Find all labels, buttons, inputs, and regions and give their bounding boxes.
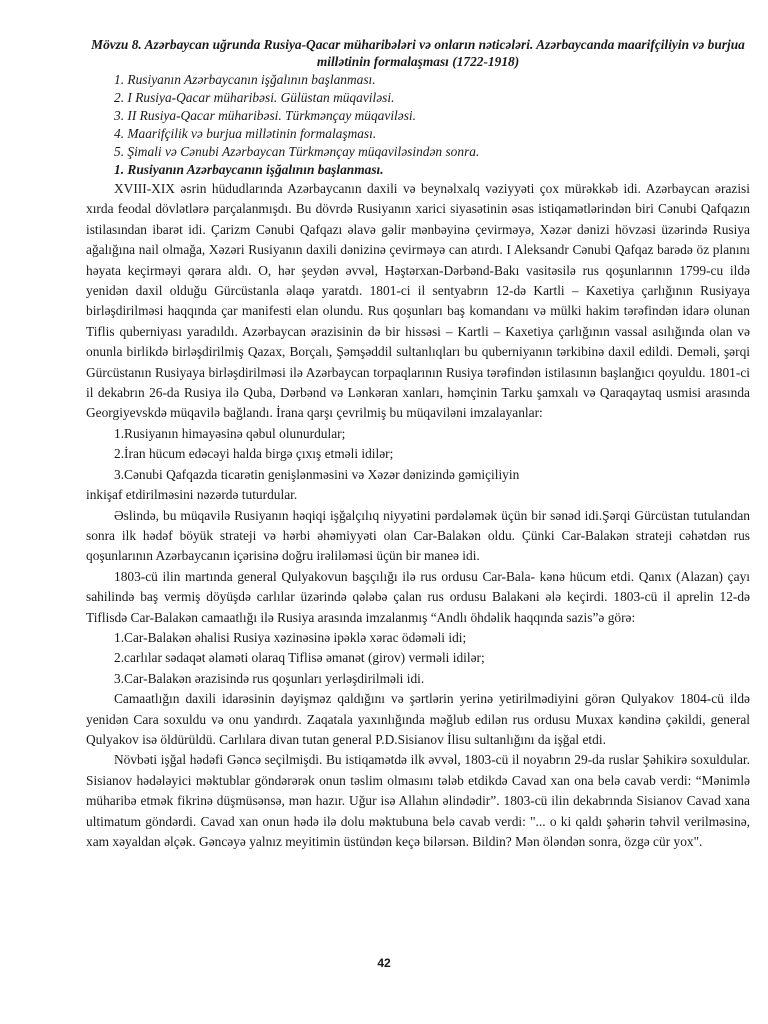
- outline-item: 5. Şimali və Cənubi Azərbaycan Türkmənçay müqaviləsindən sonra.: [114, 144, 480, 159]
- outline-item: 1. Rusiyanın Azərbaycanın işğalının başlanması.: [114, 72, 376, 87]
- body-paragraph: Camaatlığın daxili idarəsinin dəyişməz qaldığını və şərtlərin yerinə yetirilmədiyini görən Qulyakov 1804-cü ildə yenidən Cara soxuldu və onu yandırdı. Zaqatala yaxınlığında məğlub edilən rus ordusu Muxax kəndinə çəkildi, general Qulyakov isə öldürüldü. Carlılara divan tutan general P.D.Sisianov İlisu sultanlığını da işğal etdi.: [86, 691, 750, 747]
- body-paragraph: Əslində, bu müqavilə Rusiyanın həqiqi işğalçılıq niyyətini pərdələmək üçün bir sənəd idi.Şərqi Gürcüstan tutulandan sonra ilk hədəf böyük strateji və hərbi əhəmiyyəti olan Car-Balakən oldu. Çünki Car-Balakən strateji cəhətdən rus qoşunlarının Azərbaycanın içərisinə doğru irəliləməsi üçün bir maneə idi.: [86, 507, 750, 564]
- agreement-list-item: 1.Car-Balakən əhalisi Rusiya xəzinəsinə ipəklə xərac ödəməli idi;: [114, 629, 467, 645]
- body-paragraph: 1803-cü ilin martında general Qulyakovun başçılığı ilə rus ordusu Car-Bala- kənə hücum etdi. Qanıx (Alazan) çayı sahilində baş vermiş döyüşdə carlılar üzərində qələbə çalan rus ordusu Balakəni ələ keçirdi. 1803-cü il aprelin 12-də Tiflisdə Car-Balakən camaatlığı ilə Rusiya arasında imzalanmış “Andlı öhdəlik haqqında sazis”ə görə:: [86, 568, 750, 625]
- outline-item: 4. Maarifçilik və burjua millətinin formalaşması.: [114, 126, 377, 141]
- body-paragraph: XVIII-XIX əsrin hüdudlarında Azərbaycanın daxili və beynəlxalq vəziyyəti çox mürəkkəb idi. Azərbaycan ərazisi xırda feodal dövlətlərə parçalanmışdı. Bu dövrdə Rusiyanın xarici siyasətinin əsas istiqamətlərindən biri Cənubi Qafqazın istilasından ibarət idi. Çarizm Cənubi Qafqazı əlavə gəlir mənbəyinə çevirməyə, Xəzər dənizi hövzəsi üzərində Rusiya ağalığına nail olmağa, Xəzəri Rusiyanın daxili dənizinə çevirməyə can atırdı. I Aleksandr Cənubi Qafqaz barədə öz planını həyata keçirməyi qərara aldı. O, hər şeydən əvvəl, Həştərxan-Dərbənd-Bakı vasitəsilə rus qoşunlarının 1799-cu ildə yenidən daxil olduğu Gürcüstanla əlaqə yaratdı. 1801-ci il sentyabrın 12-də Kartli – Kaxetiya çarlığının Rusiyaya birləşdirilməsi haqqında çar manifesti elan olundu. Rus qoşunları baş komandanı və mülki hakim tərəfindən idarə olunan Tiflis quberniyası yaradıldı. Azərbaycan ərazisinin də bir hissəsi – Kartli – Kaxetiya çarlığının vassal asılığında olan və onunla birlikdə birləşdirilmiş Qazax, Borçalı, Şəmşəddil sultanlıqları bu quberniyanın tərkibinə daxil edildi. Deməli, şərqi Gürcüstanın Rusiyaya birləşdirilməsi ilə Azərbaycan torpaqlarının Rusiya tərəfindən istilasının başlanğıcı qoyuldu. 1801-ci il dekabrın 26-da Rusiya ilə Quba, Dərbənd və Lənkəran xanları, həmçinin Tarku şamxalı və Qaraqaytaq usmisi arasında Georgiyevskdə müqavilə bağlandı. İrana qarşı çevrilmiş bu müqaviləni imzalayanlar:: [86, 181, 750, 421]
- treaty-list-item: 1.Rusiyanın himayəsinə qəbul olunurdular;: [114, 425, 346, 441]
- outline-item: 3. II Rusiya-Qacar müharibəsi. Türkmənçay müqaviləsi.: [114, 108, 416, 123]
- treaty-list-item: 3.Cənubi Qafqazda ticarətin genişlənməsini və Xəzər dənizində gəmiçiliyin: [114, 466, 520, 482]
- agreement-list-item: 2.carlılar sədaqət əlaməti olaraq Tiflisə əmanət (girov) verməli idilər;: [114, 650, 485, 666]
- section-heading: 1. Rusiyanın Azərbaycanın işğalının başlanması.: [114, 162, 384, 177]
- document-title: Mövzu 8. Azərbaycan uğrunda Rusiya-Qacar müharibələri və onların nəticələri. Azərbaycanda maarifçiliyin və burjua millətinin formalaşması (1722-1918): [91, 37, 745, 69]
- page-number: 42: [377, 956, 391, 970]
- agreement-list-item: 3.Car-Balakən ərazisində rus qoşunları yerləşdirilməli idi.: [114, 670, 425, 686]
- outline-item: 2. I Rusiya-Qacar müharibəsi. Gülüstan müqaviləsi.: [114, 90, 395, 105]
- topic-outline: [86, 71, 750, 161]
- treaty-list-item: 2.İran hücum edəcəyi halda birgə çıxış etməli idilər;: [114, 446, 394, 462]
- body-paragraph: Növbəti işğal hədəfi Gəncə seçilmişdi. Bu istiqamətdə ilk əvvəl, 1803-cü il noyabrın 29-da ruslar Şəhikirə soxuldular. Sisianov hədələyici məktublar göndərərək onun təslim olmasını tələb etdikdə Cavad xan ona belə cavab verdi: “Mənimlə müharibə etmək fikrinə düşmüsənsə, mən hazır. Uğur isə Allahın əlindədir”. 1803-cü ilin dekabrında Sisianov Cavad xana ultimatum göndərdi. Cavad xan onun hədə ilə dolu məktubuna belə cavab verdi: "... o ki qaldı şəhərin təhvil verilməsinə, xam xəyaldan əlçək. Gəncəyə yalnız meyitimin üstündən keçə bilərsən. Bildin? Mən öləndən sonra, özgə cür yox".: [86, 752, 750, 849]
- treaty-list-continuation: inkişaf etdirilməsini nəzərdə tuturdular.: [86, 487, 298, 503]
- document-page: [86, 36, 750, 852]
